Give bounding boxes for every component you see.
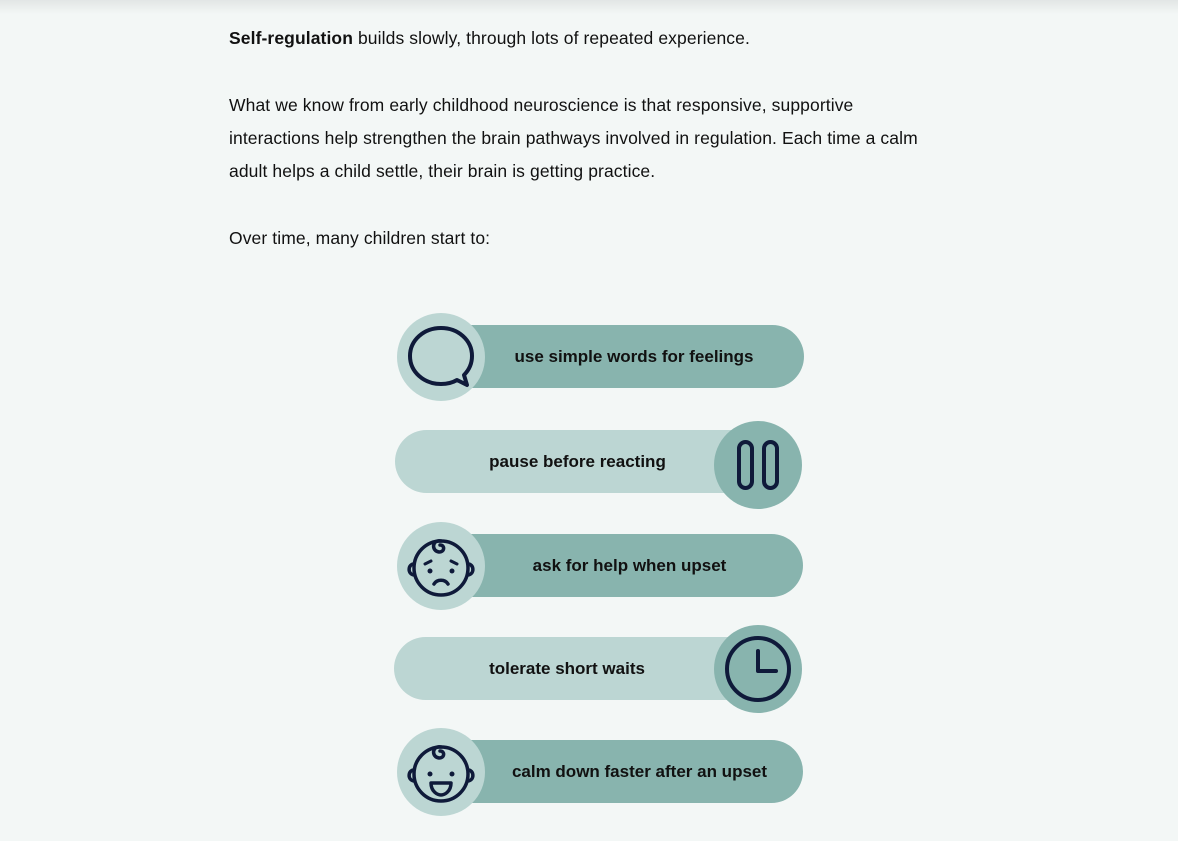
intro-rest: builds slowly, through lots of repeated experience. <box>353 28 750 48</box>
skill-label: use simple words for feelings <box>514 347 754 366</box>
skill-label: ask for help when upset <box>532 556 727 575</box>
sad-baby-face-icon <box>397 522 485 610</box>
neuroscience-line-2: interactions help strengthen the brain pathways involved in regulation. Each time a calm <box>229 128 918 148</box>
happy-baby-face-icon <box>397 728 485 816</box>
skill-label: pause before reacting <box>489 452 666 471</box>
clock-icon <box>714 625 802 713</box>
neuroscience-line-1: What we know from early childhood neuroscience is that responsive, supportive <box>229 95 854 115</box>
skill-label: calm down faster after an upset <box>511 762 768 781</box>
neuroscience-line-3: adult helps a child settle, their brain is getting practice. <box>229 161 656 181</box>
paragraph-neuroscience <box>229 89 989 188</box>
article-text <box>229 22 989 289</box>
paragraph-over-time: Over time, many children start to: <box>229 228 491 248</box>
skill-label: tolerate short waits <box>489 659 645 678</box>
paragraph-intro <box>229 22 989 55</box>
pause-icon <box>714 421 802 509</box>
speech-bubble-icon <box>397 313 485 401</box>
self-regulation-term: Self-regulation <box>229 28 354 48</box>
top-shadow <box>0 0 1178 14</box>
